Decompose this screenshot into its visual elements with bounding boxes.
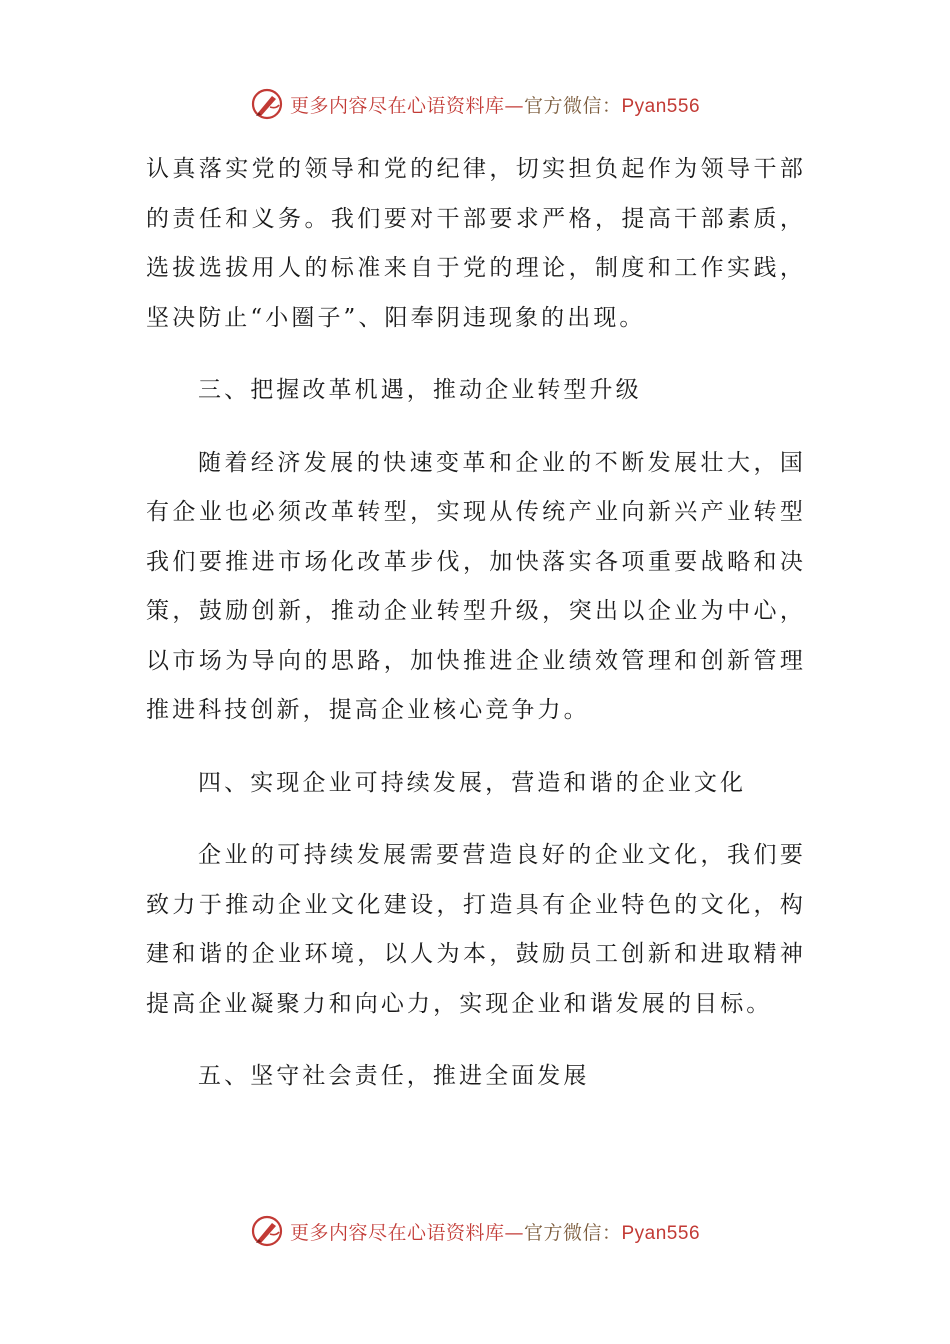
- paragraph-reform-transformation: 随着经济发展的快速变革和企业的不断发展壮大，国有企业也必须改革转型，实现从传统产业向新兴产业转型我们要推进市场化改革步伐，加快落实各项重要战略和决策，鼓励创新，推动企业转型升级，突出以企业为中心，以市场为导向的思路，加快推进企业绩效管理和创新管理推进科技创新，提高企业核心竞争力。: [146, 449, 806, 723]
- watermark-dash: —: [504, 1221, 524, 1244]
- watermark-text: [290, 91, 700, 118]
- document-body: [146, 145, 806, 1102]
- watermark-wechat-label: 官方微信：: [523, 94, 622, 117]
- section-heading-3: 三、把握改革机遇，推动企业转型升级: [198, 377, 642, 403]
- watermark-text: [290, 1218, 700, 1245]
- header-watermark-banner: [0, 84, 950, 124]
- paragraph-corporate-culture: 企业的可持续发展需要营造良好的企业文化，我们要致力于推动企业文化建设，打造具有企业特色的文化，构建和谐的企业环境，以人为本，鼓励员工创新和进取精神提高企业凝聚力和向心力，实现企业和谐发展的目标。: [146, 842, 806, 1017]
- watermark-wechat-id: Pyan556: [621, 1222, 701, 1244]
- watermark-site-name: 更多内容尽在心语资料库: [289, 1221, 505, 1244]
- pen-logo-icon: [250, 1214, 284, 1248]
- pen-logo-icon: [250, 87, 284, 121]
- section-heading-5: 五、坚守社会责任，推进全面发展: [198, 1063, 590, 1089]
- watermark-site-name: 更多内容尽在心语资料库: [289, 94, 505, 117]
- watermark-wechat-id: Pyan556: [621, 95, 701, 117]
- paragraph-party-discipline: 认真落实党的领导和党的纪律，切实担负起作为领导干部的责任和义务。我们要对干部要求严格，提高干部素质，选拔选拔用人的标准来自于党的理论，制度和工作实践，坚决防止“小圈子”、阳奉阴违现象的出现。: [146, 156, 806, 331]
- section-heading-4: 四、实现企业可持续发展，营造和谐的企业文化: [198, 769, 747, 796]
- footer-watermark-banner: [0, 1211, 950, 1251]
- watermark-dash: —: [504, 94, 524, 117]
- watermark-wechat-label: 官方微信：: [523, 1221, 622, 1244]
